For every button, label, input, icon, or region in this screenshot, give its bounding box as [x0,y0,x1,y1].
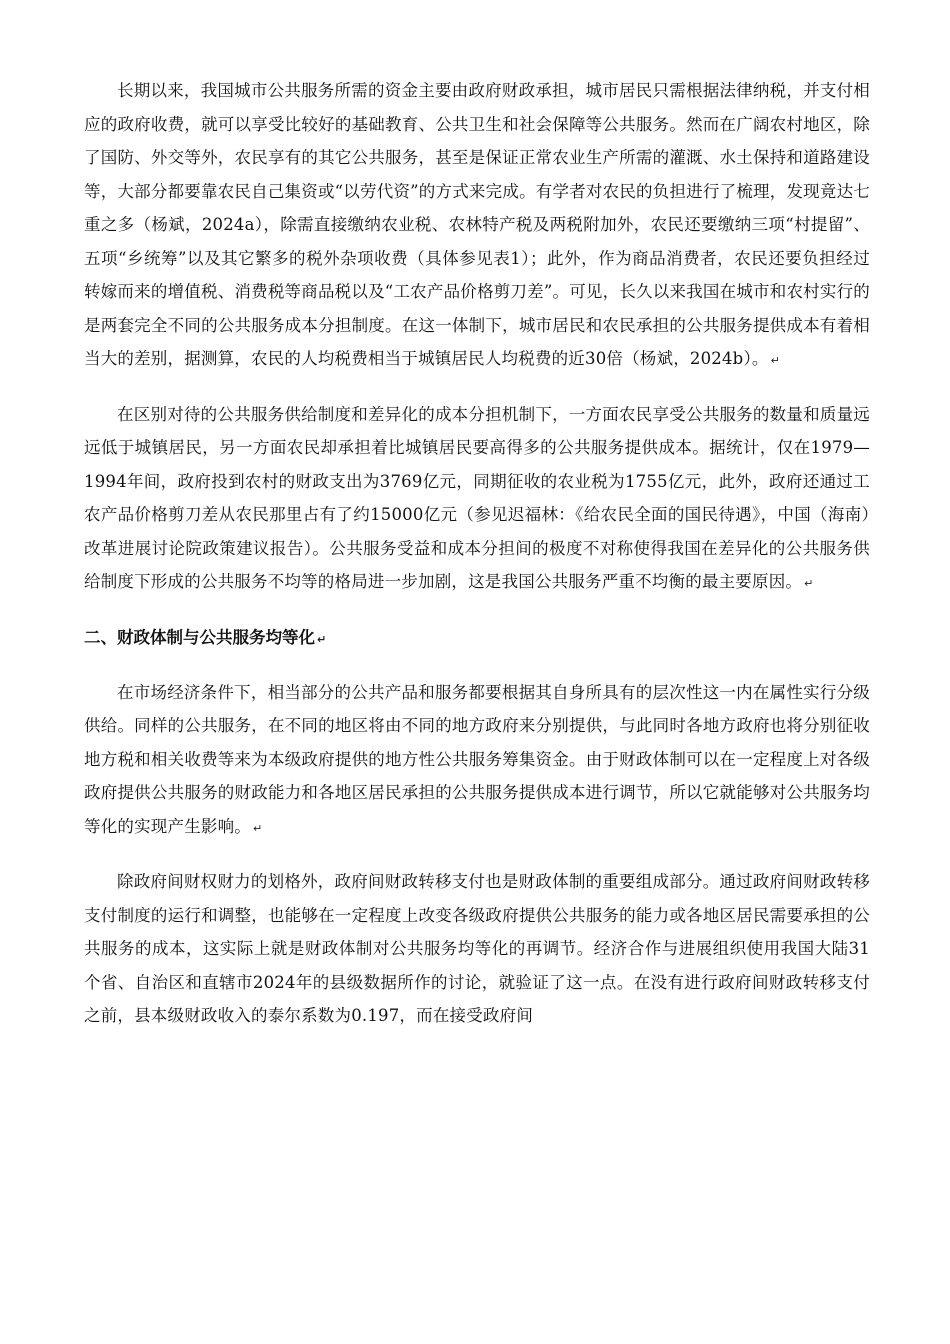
paragraph-2-text: 在区别对待的公共服务供给制度和差异化的成本分担机制下，一方面农民享受公共服务的数量和质量远远低于城镇居民，另一方面农民却承担着比城镇居民要高得多的公共服务提供成本。据统计，仅在1979—1994年间，政府投到农村的财政支出为3769亿元，同期征收的农业税为1755亿元，此外，政府还通过工农产品价格剪刀差从农民那里占有了约15000亿元（参见迟福林：《给农民全面的国民待遇》，中国（海南）改革进展讨论院政策建议报告）。公共服务受益和成本分担间的极度不对称使得我国在差异化的公共服务供给制度下形成的公共服务不均等的格局进一步加剧，这是我国公共服务严重不均衡的最主要原因。 [84,404,870,591]
document-body [84,74,870,1053]
paragraph-mark-icon: ↵ [770,354,781,367]
paragraph-2 [84,398,870,601]
paragraph-3 [84,676,870,846]
paragraph-4-text: 除政府间财权财力的划格外，政府间财政转移支付也是财政体制的重要组成部分。通过政府间财政转移支付制度的运行和调整，也能够在一定程度上改变各级政府提供公共服务的能力或各地区居民需要承担的公共服务的成本，这实际上就是财政体制对公共服务均等化的再调节。经济合作与进展组织使用我国大陆31个省、自治区和直辖市2024年的县级数据所作的讨论，就验证了这一点。在没有进行政府间财政转移支付之前，县本级财政收入的泰尔系数为0.197，而在接受政府间 [84,872,870,1025]
paragraph-4 [84,865,870,1033]
paragraph-mark-icon: ↵ [804,577,814,590]
paragraph-1 [84,74,870,378]
paragraph-3-text: 在市场经济条件下，相当部分的公共产品和服务都要根据其自身所具有的层次性这一内在属性实行分级供给。同样的公共服务，在不同的地区将由不同的地方政府来分别提供，与此同时各地方政府也将分别征收地方税和相关收费等来为本级政府提供的地方性公共服务筹集资金。由于财政体制可以在一定程度上对各级政府提供公共服务的财政能力和各地区居民承担的公共服务提供成本进行调节，所以它就能够对公共服务均等化的实现产生影响。 [84,682,870,836]
paragraph-1-text: 长期以来，我国城市公共服务所需的资金主要由政府财政承担，城市居民只需根据法律纳税，并支付相应的政府收费，就可以享受比较好的基础教育、公共卫生和社会保障等公共服务。然而在广阔农村地区，除了国防、外交等外，农民享有的其它公共服务，甚至是保证正常农业生产所需的灌溉、水土保持和道路建设等，大部分都要靠农民自己集资或“以劳代资”的方式来完成。有学者对农民的负担进行了梳理，发现竟达七重之多（杨斌，2024a），除需直接缴纳农业税、农林特产税及两税附加外，农民还要缴纳三项“村提留”、五项“乡统筹”以及其它繁多的税外杂项收费（具体参见表1）；此外，作为商品消费者，农民还要负担经过转嫁而来的增值税、消费税等商品税以及“工农产品价格剪刀差”。可见，长久以来我国在城市和农村实行的是两套完全不同的公共服务成本分担制度。在这一体制下，城市居民和农民承担的公共服务提供成本有着相当大的差别，据测算，农民的人均税费相当于城镇居民人均税费的近30倍（杨斌，2024b）。 [84,81,870,368]
paragraph-mark-icon: ↵ [317,632,327,646]
paragraph-mark-icon: ↵ [253,821,263,835]
section-heading-text: 二、财政体制与公共服务均等化 [84,627,315,647]
section-heading [84,621,870,656]
